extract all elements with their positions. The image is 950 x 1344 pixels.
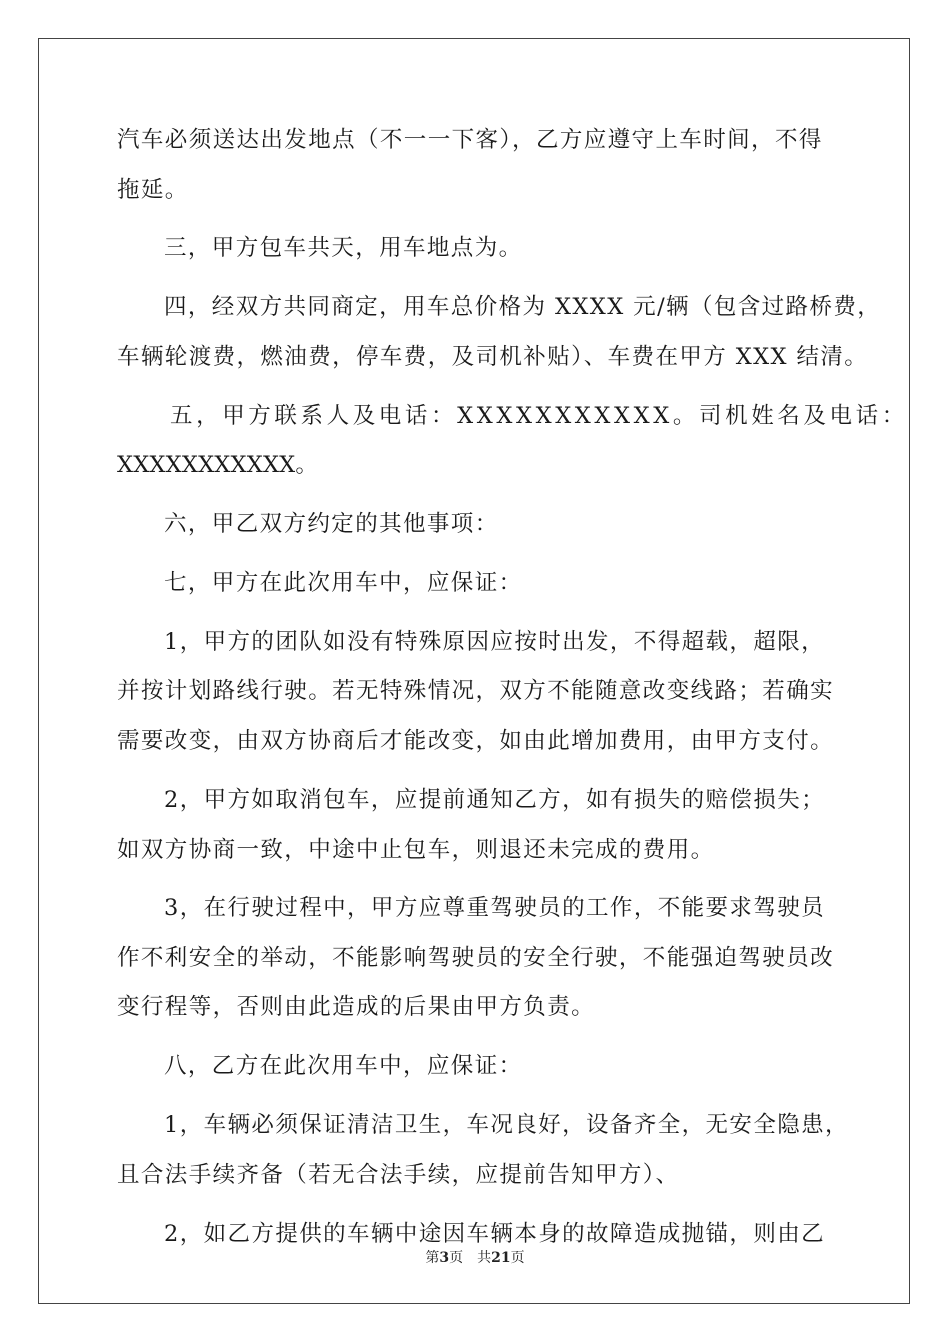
paragraph-line: 四，经双方共同商定，用车总价格为 XXXX 元/辆（包含过路桥费， bbox=[164, 294, 882, 320]
footer-prefix: 第 bbox=[425, 1250, 440, 1266]
paragraph-line: 六，甲乙双方约定的其他事项： bbox=[164, 511, 499, 537]
paragraph-line: 2，如乙方提供的车辆中途因车辆本身的故障造成抛锚，则由乙 bbox=[164, 1221, 826, 1247]
footer-page-number: 3 bbox=[439, 1250, 450, 1266]
paragraph-line: 1，甲方的团队如没有特殊原因应按时出发，不得超载，超限， bbox=[164, 629, 826, 655]
paragraph-line: 1，车辆必须保证清洁卫生，车况良好，设备齐全，无安全隐患， bbox=[164, 1112, 849, 1138]
paragraph-line: 作不利安全的举动，不能影响驾驶员的安全行驶，不能强迫驾驶员改 bbox=[117, 945, 835, 971]
footer-suffix: 页 bbox=[510, 1250, 525, 1266]
paragraph-line: XXXXXXXXXXX。 bbox=[117, 452, 319, 478]
paragraph-line: 八，乙方在此次用车中，应保证： bbox=[164, 1053, 523, 1079]
paragraph-line: 拖延。 bbox=[117, 177, 189, 203]
footer-total-pages: 21 bbox=[491, 1250, 511, 1266]
footer-middle: 页 共 bbox=[449, 1250, 492, 1266]
paragraph-line: 3，在行驶过程中，甲方应尊重驾驶员的工作，不能要求驾驶员 bbox=[164, 895, 826, 921]
page-footer bbox=[0, 1247, 950, 1267]
paragraph-line: 需要改变，由双方协商后才能改变，如由此增加费用，由甲方支付。 bbox=[117, 728, 835, 754]
paragraph-line: 变行程等，否则由此造成的后果由甲方负责。 bbox=[117, 994, 596, 1020]
paragraph-line: 三，甲方包车共天，用车地点为。 bbox=[164, 235, 523, 261]
paragraph-line: 汽车必须送达出发地点（不一一下客），乙方应遵守上车时间，不得 bbox=[117, 127, 823, 153]
paragraph-line: 五，甲方联系人及电话：XXXXXXXXXXX。司机姓名及电话： bbox=[170, 403, 908, 429]
paragraph-line: 且合法手续齐备（若无合法手续，应提前告知甲方）、 bbox=[117, 1162, 680, 1188]
paragraph-line: 如双方协商一致，中途中止包车，则退还未完成的费用。 bbox=[117, 837, 715, 863]
paragraph-line: 并按计划路线行驶。若无特殊情况，双方不能随意改变线路；若确实 bbox=[117, 678, 835, 704]
paragraph-line: 七，甲方在此次用车中，应保证： bbox=[164, 570, 523, 596]
paragraph-line: 车辆轮渡费，燃油费，停车费，及司机补贴）、车费在甲方 XXX 结清。 bbox=[117, 344, 869, 370]
paragraph-line: 2，甲方如取消包车，应提前通知乙方，如有损失的赔偿损失； bbox=[164, 787, 826, 813]
